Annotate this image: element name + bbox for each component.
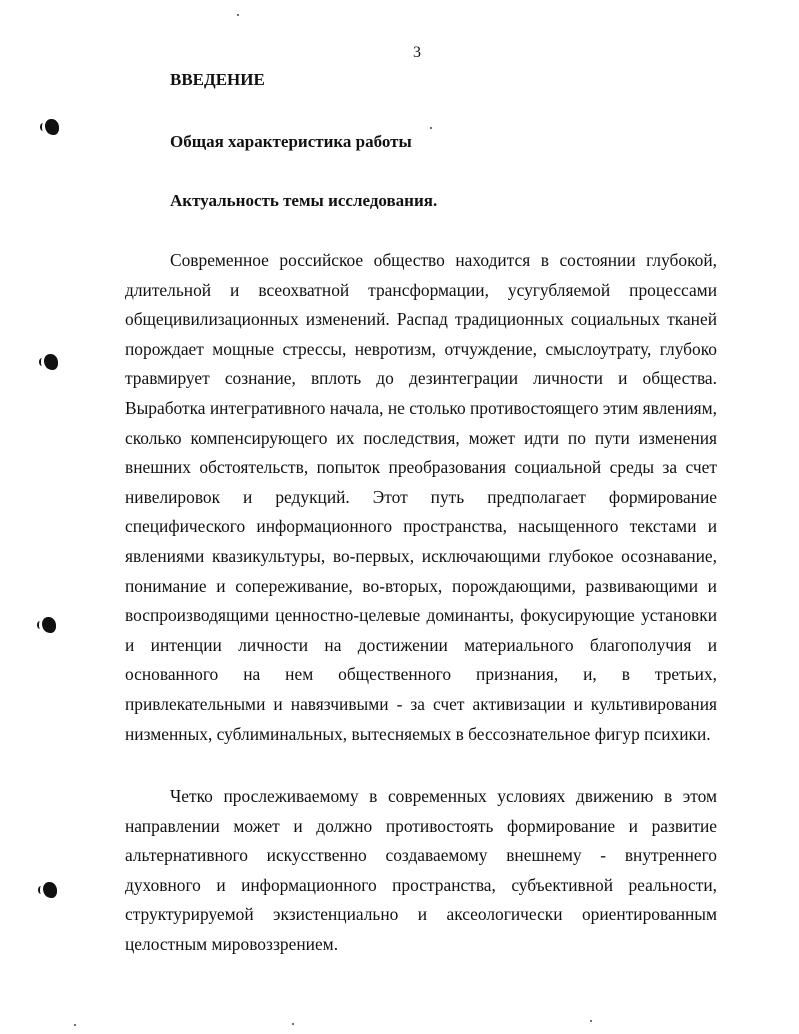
section-heading-introduction: ВВЕДЕНИЕ [170,70,265,89]
body-paragraph: Четко прослеживаемому в современных условиях движению в этом направлении может и должно противостоять формирование и развитие альтернативного искусственно создаваемому внешнему - внутреннего духовного и информационного пространства, субъективной реальности, структурируемой экзистенциально и аксеологически ориентированным целостным мировоззрением. [125,786,717,954]
scan-speck [590,1020,592,1022]
scan-speck [292,1023,294,1025]
subsection-heading-general: Общая характеристика работы [170,132,412,151]
subsection-heading-relevance: Актуальность темы исследования. [170,191,438,210]
scan-speck [74,1024,76,1026]
hole-punch-mark [42,617,56,633]
hole-punch-mark [45,119,59,135]
scan-speck [430,127,432,129]
body-paragraph: Современное российское общество находится в состоянии глубокой, длительной и всеохватной трансформации, усугубляемой процессами общецивилизационных изменений. Распад традиционных социальных тканей порождает мощные стрессы, невротизм, отчуждение, смыслоутрату, глубоко травмирует сознание, вплоть до дезинтеграции личности и общества. Выработка интегративного начала, не столько противостоящего этим явлениям, сколько компенсирующего их последствия, может идти по пути изменения внешних обстоятельств, попыток преобразования социальной среды за счет нивелировок и редукций. Этот путь предполагает формирование специфического информационного пространства, насыщенного текстами и явлениями квазикультуры, во-первых, исключающими глубокое осознавание, понимание и сопереживание, во-вторых, порождающими, развивающими и воспроизводящими ценностно-целевые доминанты, фокусирующие установки и интенции личности на достижении материального благополучия и основанного на нем общественного признания, и, в третьих, привлекательными и навязчивыми - за счет активизации и культивирования низменных, сублиминальных, вытесняемых в бессознательное фигур психики. [125,250,717,744]
hole-punch-mark [44,354,58,370]
hole-punch-mark [43,882,57,898]
page-number: 3 [413,44,421,61]
scan-speck [237,14,239,16]
